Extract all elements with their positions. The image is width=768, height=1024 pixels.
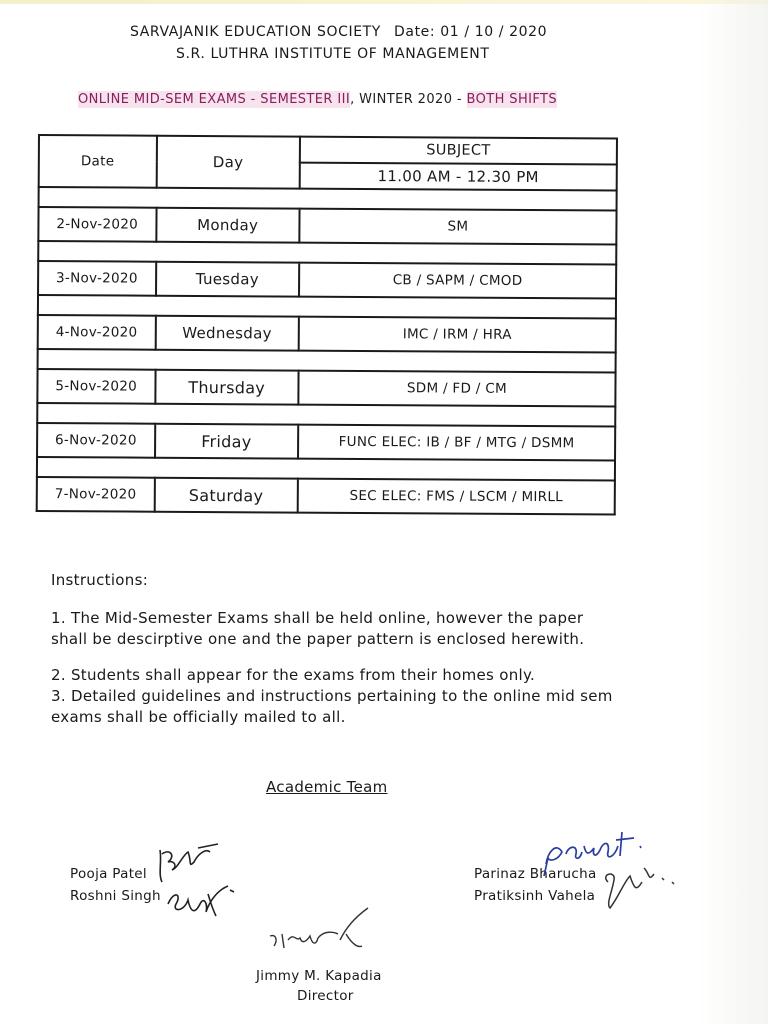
exam-date: 4-Nov-2020 bbox=[38, 315, 156, 350]
exam-day: Wednesday bbox=[155, 316, 299, 351]
signatory-name: Roshni Singh bbox=[70, 888, 161, 904]
director-name: Jimmy M. Kapadia bbox=[256, 968, 382, 984]
instruction-item: 1. The Mid-Semester Exams shall be held online, however the paper shall be descirptive one and the paper pattern is enclosed herewith. bbox=[51, 609, 585, 648]
column-header-subject: SUBJECT bbox=[300, 137, 617, 165]
scan-shadow bbox=[698, 0, 768, 1024]
exam-date: 5-Nov-2020 bbox=[37, 369, 155, 404]
exam-day: Saturday bbox=[154, 478, 298, 513]
scan-edge bbox=[0, 0, 768, 4]
column-header-day: Day bbox=[156, 136, 300, 189]
exam-day: Monday bbox=[156, 208, 300, 243]
institute-name: S.R. LUTHRA INSTITUTE OF MANAGEMENT bbox=[176, 46, 490, 62]
signature-right-graphic bbox=[538, 812, 698, 912]
header-line-1 bbox=[130, 24, 570, 40]
signatory-name: Parinaz Bharucha bbox=[474, 866, 597, 882]
exam-date: 2-Nov-2020 bbox=[38, 207, 156, 242]
table-row bbox=[38, 261, 616, 299]
table-row bbox=[37, 369, 615, 407]
exam-date: 3-Nov-2020 bbox=[38, 261, 156, 296]
instruction-item: 3. Detailed guidelines and instructions pertaining to the online mid sem exams shall be officially mailed to all. bbox=[51, 687, 613, 726]
table-row bbox=[38, 207, 616, 245]
exam-subject: CB / SAPM / CMOD bbox=[299, 263, 616, 299]
signature-director-graphic bbox=[262, 904, 382, 964]
exam-day: Tuesday bbox=[156, 262, 300, 297]
exam-title bbox=[78, 92, 618, 107]
exam-title-middle: , WINTER 2020 - bbox=[350, 92, 467, 107]
time-slot: 11.00 AM - 12.30 PM bbox=[300, 163, 617, 191]
exam-subject: SEC ELEC: FMS / LSCM / MIRLL bbox=[298, 479, 615, 515]
exam-date: 6-Nov-2020 bbox=[37, 423, 155, 458]
table-row bbox=[37, 423, 615, 461]
society-name: SARVAJANIK EDUCATION SOCIETY bbox=[130, 24, 381, 40]
director-title: Director bbox=[297, 988, 354, 1004]
exam-day: Thursday bbox=[155, 370, 299, 405]
exam-title-shifts: BOTH SHIFTS bbox=[466, 92, 557, 107]
exam-title-highlight: ONLINE MID-SEM EXAMS - SEMESTER III bbox=[78, 92, 351, 107]
exam-subject: SDM / FD / CM bbox=[298, 371, 615, 407]
signatory-name: Pooja Patel bbox=[70, 866, 147, 882]
signatory-name: Pratiksinh Vahela bbox=[474, 888, 596, 904]
instructions-heading: Instructions: bbox=[51, 571, 149, 589]
table-row bbox=[38, 315, 616, 353]
exam-day: Friday bbox=[155, 424, 299, 459]
exam-schedule-table bbox=[36, 134, 618, 516]
notice-date: Date: 01 / 10 / 2020 bbox=[394, 24, 548, 40]
exam-date: 7-Nov-2020 bbox=[37, 477, 155, 512]
exam-subject: FUNC ELEC: IB / BF / MTG / DSMM bbox=[298, 425, 615, 461]
column-header-date: Date bbox=[39, 135, 157, 188]
exam-subject: SM bbox=[299, 209, 616, 245]
signature-left-graphic bbox=[148, 842, 248, 922]
table-row bbox=[37, 477, 615, 515]
exam-subject: IMC / IRM / HRA bbox=[299, 317, 616, 353]
instruction-item: 2. Students shall appear for the exams from their homes only. bbox=[51, 666, 536, 684]
team-heading: Academic Team bbox=[266, 778, 388, 796]
